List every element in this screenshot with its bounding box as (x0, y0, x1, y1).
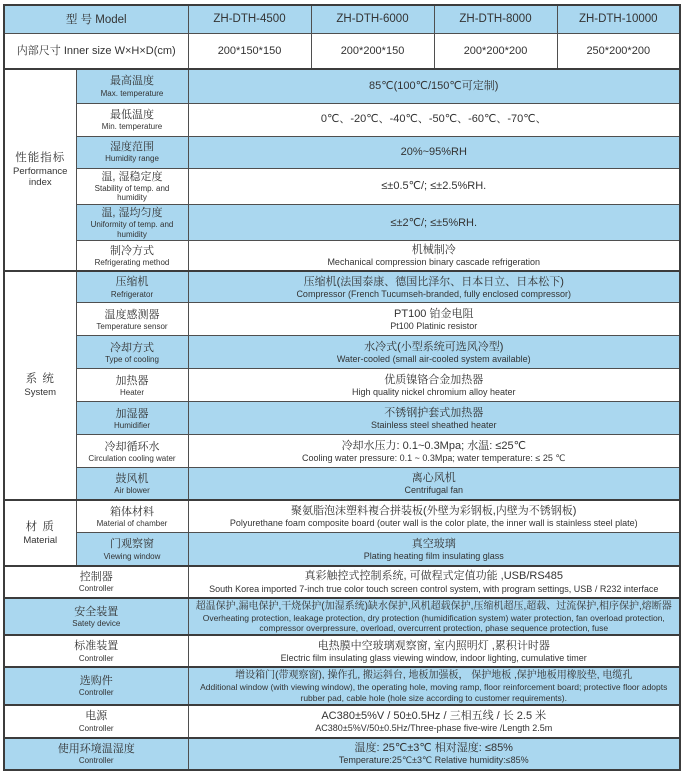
label-ambient-conditions (4, 738, 188, 770)
label-zh: 最低温度 (110, 108, 154, 121)
model-name-cell-4 (557, 5, 680, 33)
value-compressor (188, 271, 680, 303)
value-zh: 温度: 25℃±3℃ 相对湿度: ≤85% (354, 742, 513, 755)
label-en: Stability of temp. and humidity (94, 183, 170, 203)
model-name-2: ZH-DTH-6000 (336, 13, 409, 26)
row-heater (4, 369, 680, 402)
label-zh: 安全装置 (74, 605, 119, 618)
inner-size-cell-2 (311, 33, 434, 69)
label-zh: 冷却循环水 (104, 440, 160, 453)
label-max-temperature (76, 69, 188, 103)
label-en: Temperature sensor (96, 321, 168, 331)
value-en: Overheating protection, leakage protection, dry protection (humidification system) water protection, fan overload protection, compressor overpressure, overload, overcurrent protection, phase sequence protection, fuse (202, 612, 665, 634)
row-stability (4, 168, 680, 204)
value-cooling-type (188, 336, 680, 369)
value-en: Stainless steel sheathed heater (370, 420, 497, 431)
value-zh: 优质镍铬合金加热器 (384, 373, 484, 386)
row-refrigerating-method (4, 241, 680, 271)
value-en: Centrifugal fan (404, 485, 464, 496)
label-heater (76, 369, 188, 402)
model-header-label-cell (4, 5, 188, 33)
value-en: Mechanical compression binary cascade refrigeration (327, 257, 541, 268)
label-en: Heater (119, 387, 144, 397)
group-system-zh: 系 统 (25, 373, 55, 386)
label-zh: 电源 (85, 710, 108, 723)
value-en: High quality nickel chromium alloy heater (351, 387, 516, 398)
label-zh: 加热器 (115, 374, 149, 387)
inner-size-4: 250*200*200 (586, 44, 651, 57)
label-en: Satety device (72, 619, 121, 628)
row-temperature-sensor (4, 303, 680, 336)
label-optional-parts (4, 667, 188, 704)
value-zh: ≤±0.5℃/; ≤±2.5%RH. (381, 180, 487, 193)
group-performance-index (4, 69, 76, 271)
label-en: Material of chamber (96, 519, 168, 529)
label-en: Controller (78, 688, 114, 698)
label-safety-device (4, 598, 188, 635)
row-safety-device (4, 598, 680, 635)
group-system-en: System (24, 387, 57, 398)
group-material-zh: 材 质 (25, 520, 55, 533)
value-en: AC380±5%V/50±0.5Hz/Three-phase five-wire /Length 2.5m (315, 722, 553, 733)
label-en: Refrigerator (110, 289, 154, 299)
row-humidity-range (4, 136, 680, 168)
value-zh: 电热膜中空玻璃观察窗, 室内照明灯 ,累积计时器 (317, 639, 550, 652)
value-zh: 85℃(100℃/150℃可定制) (369, 80, 499, 93)
label-en: Controller (78, 756, 114, 766)
label-en: Humidifier (113, 420, 150, 430)
value-en: Additional window (with viewing window), the operating hole, moving ramp, floor reinforcement board; protective floor adopts rubber pad, cable hole (hole size according to customer requirements). (200, 682, 668, 703)
value-zh: 增设箱门(带观察窗), 操作孔, 搬运斜台, 地板加强板， 保护地板 ,保护地板用橡胶垫, 电缆孔 (235, 670, 633, 682)
value-zh: 机械制冷 (411, 244, 456, 257)
label-circulation-cooling-water (76, 435, 188, 468)
value-refrigerating-method (188, 241, 680, 271)
label-uniformity (76, 204, 188, 240)
inner-size-cell-1 (188, 33, 311, 69)
value-zh: 20%~95%RH (400, 145, 467, 158)
value-en: South Korea imported 7-inch true color touch screen control system, with program settings, USB / R232 interface (209, 583, 659, 594)
label-zh: 鼓风机 (115, 472, 149, 485)
inner-size-label: 内部尺寸 Inner size W×H×D(cm) (16, 44, 176, 57)
value-zh: 离心风机 (411, 472, 456, 485)
label-compressor (76, 271, 188, 303)
label-refrigerating-method (76, 241, 188, 271)
value-zh: 真彩触控式控制系统, 可做程式定值功能 ,USB/RS485 (304, 570, 564, 583)
value-zh: 水冷式(小型系统可选风冷型) (364, 340, 504, 353)
model-name-cell-2 (311, 5, 434, 33)
model-name-1: ZH-DTH-4500 (213, 13, 286, 26)
row-viewing-window (4, 533, 680, 566)
value-en: Electric film insulating glass viewing window, indoor lighting, cumulative timer (280, 653, 587, 664)
row-air-blower (4, 468, 680, 500)
label-zh: 加湿器 (115, 407, 149, 420)
label-temperature-sensor (76, 303, 188, 336)
label-en: Max. temperature (100, 88, 164, 98)
inner-size-3: 200*200*200 (463, 44, 528, 57)
inner-size-row (4, 33, 680, 69)
label-en: Controller (78, 584, 114, 594)
inner-size-cell-4 (557, 33, 680, 69)
model-header-label: 型 号 Model (65, 14, 127, 27)
value-zh: 超温保护,漏电保护,干烧保护(加湿系统)缺水保护,风机超载保护,压缩机超压,超载、过流保护,相序保护,熔断器 (195, 600, 672, 612)
group-material (4, 500, 76, 566)
label-en: Controller (78, 723, 114, 733)
value-circulation-cooling-water (188, 435, 680, 468)
value-optional-parts (188, 667, 680, 704)
label-en: Type of cooling (105, 354, 159, 364)
value-humidity-range (188, 136, 680, 168)
inner-size-2: 200*200*150 (340, 44, 405, 57)
label-zh: 温度感测器 (104, 308, 160, 321)
label-zh: 标准装置 (74, 640, 119, 653)
value-chamber-material (188, 500, 680, 533)
spec-table (3, 4, 681, 771)
model-header-row (4, 5, 680, 33)
label-standard-device (4, 635, 188, 667)
group-material-en: Material (23, 534, 58, 546)
label-en: Humidity range (105, 154, 159, 164)
value-ambient-conditions (188, 738, 680, 770)
label-zh: 冷却方式 (110, 341, 154, 354)
value-en: Plating heating film insulating glass (363, 550, 504, 561)
row-controller (4, 566, 680, 598)
row-ambient-conditions (4, 738, 680, 770)
value-heater (188, 369, 680, 402)
value-controller (188, 566, 680, 598)
value-uniformity (188, 204, 680, 240)
value-humidifier (188, 402, 680, 435)
row-max-temperature (4, 69, 680, 103)
value-en: Pt100 Platinic resistor (390, 321, 478, 332)
label-zh: 湿度范围 (110, 141, 154, 154)
group-performance-en: Performance index (13, 165, 68, 189)
value-min-temperature (188, 103, 680, 136)
label-zh: 箱体材料 (110, 505, 154, 518)
row-cooling-type (4, 336, 680, 369)
group-performance-zh: 性能指标 (15, 151, 66, 164)
row-chamber-material (4, 500, 680, 533)
model-name-4: ZH-DTH-10000 (578, 13, 658, 26)
inner-size-cell-3 (434, 33, 557, 69)
row-min-temperature (4, 103, 680, 136)
inner-size-1: 200*150*150 (217, 44, 282, 57)
label-power-supply (4, 705, 188, 738)
value-en: Water-cooled (small air-cooled system available) (336, 354, 531, 365)
value-viewing-window (188, 533, 680, 566)
row-standard-device (4, 635, 680, 667)
value-zh: 冷却水压力: 0.1~0.3Mpa; 水温: ≤25℃ (341, 439, 526, 452)
label-stability (76, 168, 188, 204)
label-min-temperature (76, 103, 188, 136)
label-en: Min. temperature (101, 121, 163, 131)
model-name-cell-3 (434, 5, 557, 33)
label-controller (4, 566, 188, 598)
row-compressor (4, 271, 680, 303)
value-zh: 聚氨脂泡沫塑料複合拼装板(外壁为彩钢板,内壁为不锈钢板) (291, 505, 577, 518)
label-zh: 温, 湿均匀度 (101, 206, 163, 219)
value-safety-device (188, 598, 680, 635)
row-power-supply (4, 705, 680, 738)
row-humidifier (4, 402, 680, 435)
value-air-blower (188, 468, 680, 500)
value-en: Compressor (French Tucumseh-branded, fully enclosed compressor) (296, 288, 572, 299)
model-name-cell-1 (188, 5, 311, 33)
label-en: Refrigerating method (94, 258, 170, 268)
value-power-supply (188, 705, 680, 738)
row-uniformity (4, 204, 680, 240)
value-temperature-sensor (188, 303, 680, 336)
model-name-3: ZH-DTH-8000 (459, 13, 532, 26)
label-zh: 温, 湿稳定度 (101, 170, 163, 183)
row-optional-parts (4, 667, 680, 704)
label-humidity-range (76, 136, 188, 168)
label-cooling-type (76, 336, 188, 369)
label-en: Air blower (114, 486, 150, 496)
value-stability (188, 168, 680, 204)
inner-size-label-cell (4, 33, 188, 69)
value-zh: 0℃、-20℃、-40℃、-50℃、-60℃、-70℃、 (320, 113, 547, 126)
label-humidifier (76, 402, 188, 435)
value-en: Temperature:25℃±3℃ Relative humidity:≤85% (338, 755, 529, 766)
label-en: Circulation cooling water (88, 453, 176, 463)
value-zh: 不锈钢护套式加热器 (384, 406, 484, 419)
group-system (4, 271, 76, 500)
label-air-blower (76, 468, 188, 500)
value-zh: ≤±2℃/; ≤±5%RH. (390, 216, 478, 229)
value-en: Cooling water pressure: 0.1 ~ 0.3Mpa; water temperature: ≤ 25 ℃ (302, 453, 566, 464)
value-zh: 压缩机(法国泰康、德国比泽尔、日本日立、日本松下) (303, 275, 564, 288)
label-zh: 最高温度 (110, 75, 154, 88)
row-circulation-cooling-water (4, 435, 680, 468)
label-en: Viewing window (103, 551, 161, 561)
label-en: Controller (78, 653, 114, 663)
label-viewing-window (76, 533, 188, 566)
value-standard-device (188, 635, 680, 667)
label-chamber-material (76, 500, 188, 533)
value-max-temperature (188, 69, 680, 103)
label-en: Uniformity of temp. and humidity (90, 220, 174, 239)
label-zh: 选购件 (79, 675, 113, 688)
label-zh: 控制器 (79, 571, 113, 584)
label-zh: 门观察窗 (110, 538, 154, 551)
label-zh: 压缩机 (115, 276, 149, 289)
label-zh: 使用环境温湿度 (57, 742, 135, 755)
value-zh: PT100 铂金电阻 (394, 307, 474, 320)
value-zh: 真空玻璃 (411, 537, 456, 550)
value-zh: AC380±5%V / 50±0.5Hz / 三相五线 / 长 2.5 米 (321, 709, 547, 722)
value-en: Polyurethane foam composite board (outer wall is the color plate, the inner wall is stainless steel plate) (229, 518, 638, 529)
label-zh: 制冷方式 (110, 244, 154, 257)
